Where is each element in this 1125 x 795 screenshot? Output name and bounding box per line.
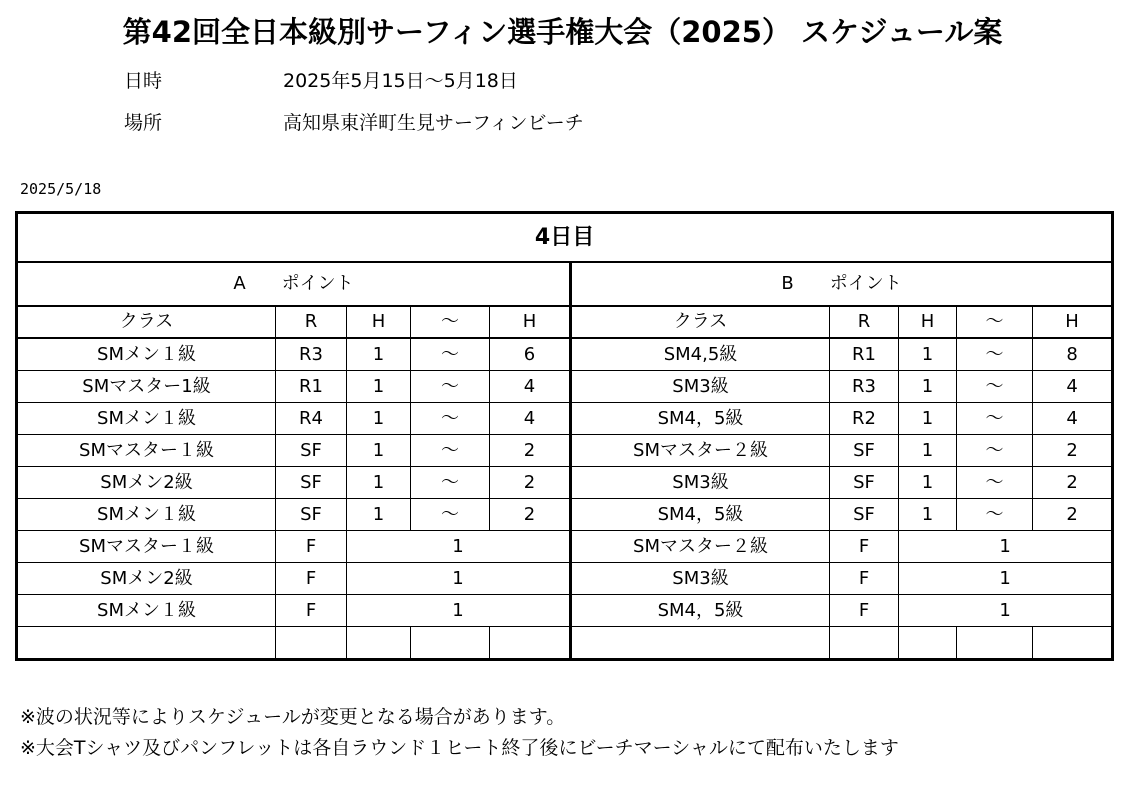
heat-end-b: 8 <box>1033 338 1113 371</box>
class-b: SM4，5級 <box>571 499 830 531</box>
round-b: SF <box>830 435 899 467</box>
heat-a: 1 <box>347 531 571 563</box>
class-a: SMマスター１級 <box>17 531 276 563</box>
round-a: R4 <box>276 403 347 435</box>
range-a: ～ <box>411 467 490 499</box>
heat-a: 1 <box>347 563 571 595</box>
col-round-b: R <box>830 306 899 338</box>
heat-b: 1 <box>899 563 1113 595</box>
heat-start-a: 1 <box>347 371 411 403</box>
round-a: F <box>276 595 347 627</box>
class-a: SMメン１級 <box>17 338 276 371</box>
heat-start-a: 1 <box>347 403 411 435</box>
round-b: SF <box>830 467 899 499</box>
round-a: SF <box>276 499 347 531</box>
range-b: ～ <box>957 499 1033 531</box>
heat-end-b: 2 <box>1033 499 1113 531</box>
range-b: ～ <box>957 403 1033 435</box>
round-b: F <box>830 595 899 627</box>
heat-start-a: 1 <box>347 467 411 499</box>
round-b: R2 <box>830 403 899 435</box>
range-b: ～ <box>957 467 1033 499</box>
class-b: SMマスター２級 <box>571 435 830 467</box>
class-b: SM4，5級 <box>571 595 830 627</box>
class-a: SMマスター1級 <box>17 371 276 403</box>
point-a-header: A ポイント <box>17 262 571 306</box>
table-row <box>17 371 1113 403</box>
col-heat-start-a: H <box>347 306 411 338</box>
note-schedule-change: ※波の状況等によりスケジュールが変更となる場合があります。 <box>20 706 566 728</box>
class-a: SMメン2級 <box>17 467 276 499</box>
empty-cell <box>571 627 830 660</box>
final-row <box>17 563 1113 595</box>
heat-end-b: 2 <box>1033 435 1113 467</box>
heat-b: 1 <box>899 595 1113 627</box>
empty-cell <box>957 627 1033 660</box>
final-row <box>17 595 1113 627</box>
table-row <box>17 403 1113 435</box>
class-b: SM4，5級 <box>571 403 830 435</box>
heat-start-a: 1 <box>347 435 411 467</box>
round-b: F <box>830 563 899 595</box>
class-a: SMメン１級 <box>17 499 276 531</box>
empty-cell <box>830 627 899 660</box>
range-a: ～ <box>411 435 490 467</box>
round-b: SF <box>830 499 899 531</box>
schedule-table <box>15 211 1114 661</box>
place-value: 高知県東洋町生見サーフィンビーチ <box>283 112 584 134</box>
date-label: 日時 <box>124 70 163 92</box>
empty-cell <box>347 627 411 660</box>
col-class-b: クラス <box>571 306 830 338</box>
class-a: SMマスター１級 <box>17 435 276 467</box>
range-a: ～ <box>411 499 490 531</box>
range-b: ～ <box>957 338 1033 371</box>
heat-end-a: 6 <box>490 338 571 371</box>
column-header-row <box>17 306 1113 338</box>
empty-cell <box>1033 627 1113 660</box>
heat-start-a: 1 <box>347 338 411 371</box>
heat-end-b: 4 <box>1033 403 1113 435</box>
round-a: F <box>276 563 347 595</box>
day-header: 4日目 <box>17 213 1113 263</box>
heat-start-b: 1 <box>899 338 957 371</box>
empty-cell <box>411 627 490 660</box>
col-range-b: ～ <box>957 306 1033 338</box>
empty-cell <box>17 627 276 660</box>
round-a: R1 <box>276 371 347 403</box>
round-b: F <box>830 531 899 563</box>
table-row <box>17 338 1113 371</box>
range-b: ～ <box>957 371 1033 403</box>
class-a: SMメン2級 <box>17 563 276 595</box>
date-value: 2025年5月15日～5月18日 <box>283 70 518 92</box>
class-b: SMマスター２級 <box>571 531 830 563</box>
col-class-a: クラス <box>17 306 276 338</box>
heat-start-b: 1 <box>899 499 957 531</box>
heat-end-a: 2 <box>490 435 571 467</box>
page-title: 第42回全日本級別サーフィン選手権大会（2025） スケジュール案 <box>122 15 1003 49</box>
class-b: SM4,5級 <box>571 338 830 371</box>
col-heat-end-b: H <box>1033 306 1113 338</box>
round-a: R3 <box>276 338 347 371</box>
table-row <box>17 435 1113 467</box>
heat-end-b: 4 <box>1033 371 1113 403</box>
class-a: SMメン１級 <box>17 595 276 627</box>
heat-b: 1 <box>899 531 1113 563</box>
range-a: ～ <box>411 403 490 435</box>
range-a: ～ <box>411 371 490 403</box>
document-date: 2025/5/18 <box>20 180 102 198</box>
heat-start-b: 1 <box>899 403 957 435</box>
empty-cell <box>899 627 957 660</box>
note-tshirt-pamphlet: ※大会Tシャツ及びパンフレットは各自ラウンド１ヒート終了後にビーチマーシャルにて配布いたします <box>20 737 899 759</box>
heat-end-a: 4 <box>490 371 571 403</box>
heat-end-a: 4 <box>490 403 571 435</box>
range-a: ～ <box>411 338 490 371</box>
col-heat-end-a: H <box>490 306 571 338</box>
class-b: SM3級 <box>571 563 830 595</box>
point-b-header: B ポイント <box>571 262 1113 306</box>
round-b: R1 <box>830 338 899 371</box>
final-row <box>17 531 1113 563</box>
heat-start-b: 1 <box>899 467 957 499</box>
round-a: SF <box>276 467 347 499</box>
table-row <box>17 467 1113 499</box>
heat-a: 1 <box>347 595 571 627</box>
class-a: SMメン１級 <box>17 403 276 435</box>
class-b: SM3級 <box>571 467 830 499</box>
col-heat-start-b: H <box>899 306 957 338</box>
range-b: ～ <box>957 435 1033 467</box>
heat-start-a: 1 <box>347 499 411 531</box>
class-b: SM3級 <box>571 371 830 403</box>
heat-start-b: 1 <box>899 371 957 403</box>
round-a: SF <box>276 435 347 467</box>
heat-end-a: 2 <box>490 499 571 531</box>
heat-start-b: 1 <box>899 435 957 467</box>
heat-end-b: 2 <box>1033 467 1113 499</box>
heat-end-a: 2 <box>490 467 571 499</box>
empty-cell <box>490 627 571 660</box>
col-round-a: R <box>276 306 347 338</box>
empty-cell <box>276 627 347 660</box>
col-range-a: ～ <box>411 306 490 338</box>
round-a: F <box>276 531 347 563</box>
round-b: R3 <box>830 371 899 403</box>
place-label: 場所 <box>124 112 163 134</box>
table-row <box>17 499 1113 531</box>
empty-row <box>17 627 1113 660</box>
